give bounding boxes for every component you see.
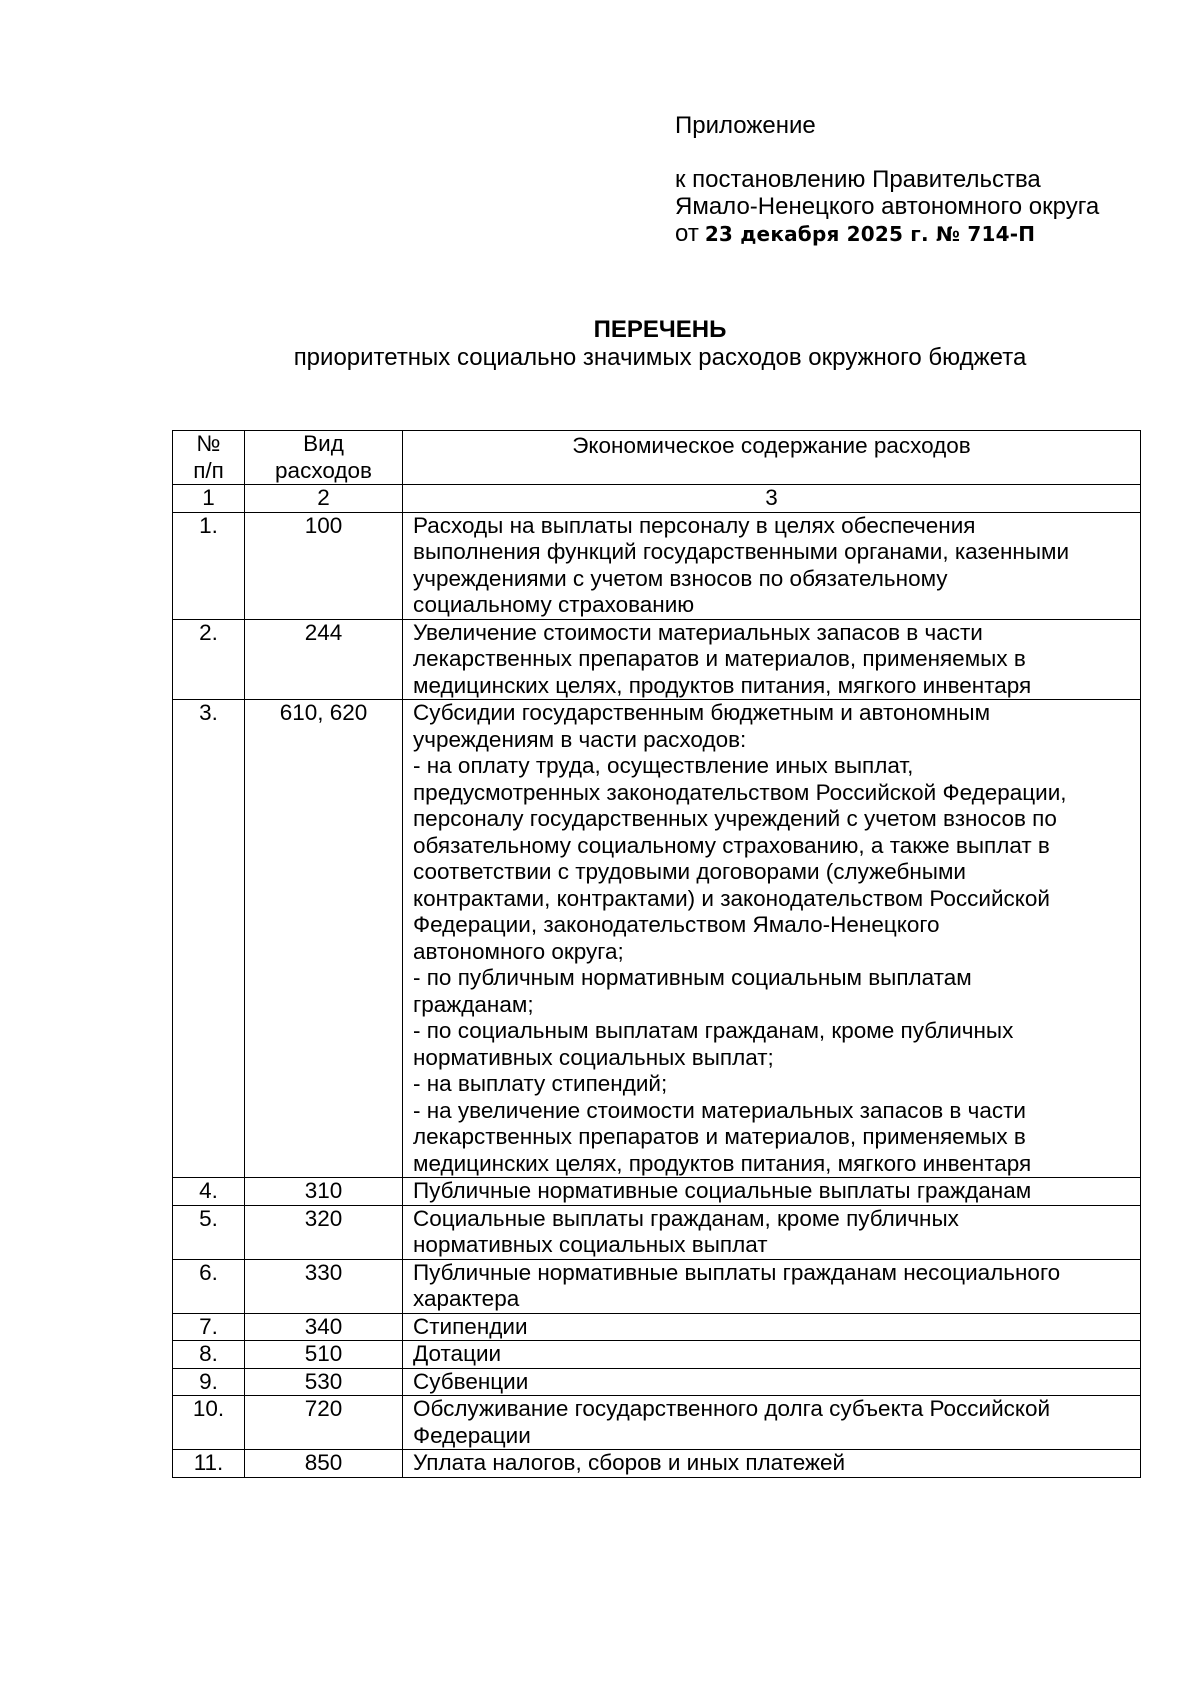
row-description-line: - по социальным выплатам гражданам, кроме публичных [413, 1018, 1014, 1043]
header-num [173, 431, 245, 485]
header-code-line: Вид [303, 431, 344, 456]
row-number: 5. [173, 1205, 245, 1259]
row-description-line: Субсидии государственным бюджетным и автономным [413, 700, 991, 725]
row-number: 8. [173, 1341, 245, 1369]
row-description [403, 1368, 1141, 1396]
row-description-line: Расходы на выплаты персоналу в целях обеспечения [413, 512, 976, 538]
row-expense-code: 244 [245, 619, 403, 700]
row-number: 3. [173, 700, 245, 1178]
document-title-block [0, 316, 1200, 372]
row-description [403, 1450, 1141, 1478]
row-description-line: учреждениям в части расходов: [413, 726, 747, 752]
table-header-row [173, 431, 1141, 485]
row-expense-code: 320 [245, 1205, 403, 1259]
column-numbers-row [173, 485, 1141, 513]
row-description-line: характера [413, 1286, 520, 1311]
row-description-line: нормативных социальных выплат; [413, 1044, 774, 1070]
row-expense-code: 100 [245, 512, 403, 619]
row-description-line: Публичные нормативные выплаты гражданам несоциального [413, 1259, 1061, 1285]
header-code-line: расходов [275, 457, 372, 483]
row-description [403, 1396, 1141, 1450]
table-row [173, 1259, 1141, 1313]
table-row [173, 1205, 1141, 1259]
row-description-line: лекарственных препаратов и материалов, применяемых в [413, 1124, 1026, 1149]
row-description [403, 1341, 1141, 1369]
row-description-line: выполнения функций государственными органами, казенными [413, 539, 1070, 564]
header-num-line: п/п [193, 457, 224, 483]
row-description-line: Федерации [413, 1422, 531, 1448]
row-description-line: - на увеличение стоимости материальных запасов в части [413, 1097, 1026, 1123]
appendix-line-resolution: к постановлению Правительства [675, 166, 1041, 193]
row-description-line: учреждениями с учетом взносов по обязательному [413, 565, 948, 591]
table-row [173, 1450, 1141, 1478]
row-number: 1. [173, 512, 245, 619]
row-description-line: медицинских целях, продуктов питания, мягкого инвентаря [413, 672, 1032, 698]
row-description-line: Уплата налогов, сборов и иных платежей [413, 1450, 846, 1475]
row-number: 2. [173, 619, 245, 700]
row-number: 9. [173, 1368, 245, 1396]
row-description-line: контрактами, контрактами) и законодательством Российской [413, 885, 1050, 911]
row-number: 10. [173, 1396, 245, 1450]
appendix-gap [675, 139, 1175, 166]
row-description [403, 512, 1141, 619]
table-row [173, 1313, 1141, 1341]
appendix-date-line [675, 220, 1175, 248]
column-number: 1 [173, 485, 245, 513]
row-description-line: Субвенции [413, 1368, 529, 1394]
row-description-line: социальному страхованию [413, 592, 695, 617]
row-description-line: Федерации, законодательством Ямало-Ненецкого [413, 912, 940, 937]
document-subtitle: приоритетных социально значимых расходов окружного бюджета [293, 344, 1027, 371]
row-expense-code: 610, 620 [245, 700, 403, 1178]
row-expense-code: 530 [245, 1368, 403, 1396]
row-expense-code: 340 [245, 1313, 403, 1341]
column-number: 3 [403, 485, 1141, 513]
row-expense-code: 310 [245, 1178, 403, 1206]
row-description-line: соответствии с трудовыми договорами (служебными [413, 859, 966, 884]
row-description [403, 1313, 1141, 1341]
row-description-line: обязательному социальному страхованию, а также выплат в [413, 832, 1050, 858]
row-description-line: предусмотренных законодательством Российской Федерации, [413, 779, 1067, 805]
document-title: ПЕРЕЧЕНЬ [593, 316, 727, 343]
row-description-line: персоналу государственных учреждений с учетом взносов по [413, 806, 1057, 831]
table-row [173, 1341, 1141, 1369]
row-description-line: автономного округа; [413, 938, 624, 964]
row-number: 6. [173, 1259, 245, 1313]
appendix-date-value: 23 декабря 2025 г. № 714-П [704, 222, 1036, 246]
table-row [173, 1368, 1141, 1396]
row-number: 7. [173, 1313, 245, 1341]
table-row [173, 619, 1141, 700]
row-description [403, 1178, 1141, 1206]
row-description-line: Стипендии [413, 1313, 528, 1339]
row-description-line: - по публичным нормативным социальным выплатам [413, 965, 972, 990]
table-row [173, 1178, 1141, 1206]
appendix-label: Приложение [675, 112, 816, 139]
row-description-line: гражданам; [413, 991, 534, 1017]
row-description-line: - на выплату стипендий; [413, 1071, 668, 1096]
row-description-line: Дотации [413, 1341, 502, 1366]
row-description-line: Увеличение стоимости материальных запасов в части [413, 619, 983, 645]
table-row [173, 512, 1141, 619]
row-description [403, 700, 1141, 1178]
appendix-date-prefix: от [675, 220, 699, 247]
header-num-line: № [196, 431, 221, 456]
row-expense-code: 850 [245, 1450, 403, 1478]
row-expense-code: 510 [245, 1341, 403, 1369]
row-description [403, 1205, 1141, 1259]
row-description [403, 619, 1141, 700]
appendix-block [675, 112, 1175, 248]
row-description-line: лекарственных препаратов и материалов, применяемых в [413, 646, 1026, 671]
row-description-line: - на оплату труда, осуществление иных выплат, [413, 753, 914, 778]
row-number: 4. [173, 1178, 245, 1206]
row-description-line: Обслуживание государственного долга субъекта Российской [413, 1396, 1051, 1421]
row-description-line: медицинских целях, продуктов питания, мягкого инвентаря [413, 1150, 1032, 1176]
table-row [173, 1396, 1141, 1450]
table-row [173, 700, 1141, 1178]
row-expense-code: 330 [245, 1259, 403, 1313]
expenses-table [172, 430, 1141, 1478]
row-description-line: нормативных социальных выплат [413, 1232, 768, 1257]
row-expense-code: 720 [245, 1396, 403, 1450]
table-body [173, 512, 1141, 1477]
header-code [245, 431, 403, 485]
row-number: 11. [173, 1450, 245, 1478]
appendix-line-region: Ямало-Ненецкого автономного округа [675, 193, 1100, 220]
header-desc: Экономическое содержание расходов [403, 431, 1141, 485]
row-description [403, 1259, 1141, 1313]
row-description-line: Социальные выплаты гражданам, кроме публичных [413, 1205, 959, 1231]
row-description-line: Публичные нормативные социальные выплаты гражданам [413, 1178, 1032, 1203]
column-number: 2 [245, 485, 403, 513]
